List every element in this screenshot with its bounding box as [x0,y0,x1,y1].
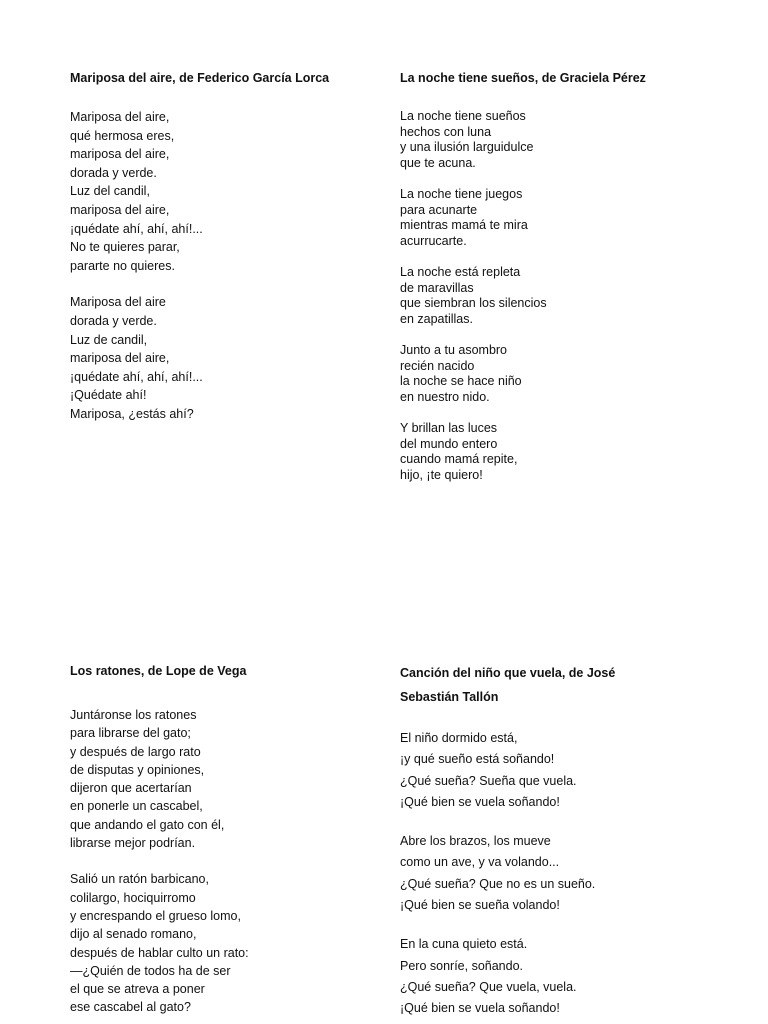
poem-title: Mariposa del aire, de Federico García Lorca [70,71,330,85]
poem-stanza [400,187,730,249]
poem-line: que te acuna. [400,155,476,170]
poem-line: ¿Qué sueña? Sueña que vuela. [400,773,577,788]
poem-line: del mundo entero [400,436,498,451]
poem-line: mariposa del aire, [70,202,170,217]
poem-line: ¡quédate ahí, ahí, ahí!... [70,369,203,384]
poem-stanza [400,421,730,483]
poem-line: el que se atreva a poner [70,982,205,997]
poem-line: Luz de candil, [70,332,148,347]
poem-line: Juntáronse los ratones [70,708,197,722]
poem-line: dijo al senado romano, [70,927,197,942]
poem-stanza [70,706,370,852]
poem-mariposa-del-aire [70,69,370,424]
poem-line: después de hablar culto un rato: [70,945,249,960]
poem-stanza [400,934,700,1019]
poem-line: Pero sonríe, soñando. [400,958,523,973]
poem-stanza [70,108,370,275]
poem-line: en nuestro nido. [400,389,490,404]
poem-line: librarse mejor podrían. [70,836,196,851]
poem-stanza [400,728,700,813]
poem-line: El niño dormido está, [400,731,518,745]
poem-stanza [400,265,730,327]
poem-line: mariposa del aire, [70,351,170,366]
poem-line: ¡Qué bien se vuela soñando! [400,794,560,809]
poem-line: Mariposa del aire [70,295,166,310]
poem-line: Salió un ratón barbicano, [70,872,209,887]
poem-line: ese cascabel al gato? [70,1000,191,1015]
poem-title-line: Sebastián Tallón [400,690,499,704]
poem-line: ¡Qué bien se sueña volando! [400,898,560,913]
poem-line: la noche se hace niño [400,374,522,388]
poem-line: Junto a tu asombro [400,343,508,357]
poem-line: dijeron que acertarían [70,781,192,796]
poem-title-line: Canción del niño que vuela, de José [400,666,616,680]
poem-line: ¡Qué bien se vuela soñando! [400,1001,560,1016]
poem-la-noche-tiene-suenos [400,69,730,483]
poem-line: como un ave, y va volando... [400,855,560,870]
poem-line: Y brillan las luces [400,421,498,435]
poem-line: mariposa del aire, [70,147,170,162]
poem-line: colilargo, hociquirromo [70,890,196,905]
poem-line: y una ilusión larguidulce [400,140,534,154]
poem-title: Los ratones, de Lope de Vega [70,664,247,678]
poem-line: en ponerle un cascabel, [70,799,203,814]
poem-line: para librarse del gato; [70,726,191,741]
poem-line: recién nacido [400,358,475,373]
poem-stanza [400,109,730,171]
poem-line: dorada y verde. [70,313,157,328]
poem-line: acurrucarte. [400,233,467,248]
poem-line: La noche tiene sueños [400,109,526,123]
poem-line: La noche está repleta [400,265,521,279]
poem-line: cuando mamá repite, [400,452,518,466]
poem-line: Luz del candil, [70,184,150,199]
poem-stanza [400,343,730,405]
poem-line: de maravillas [400,280,474,295]
poem-line: Abre los brazos, los mueve [400,834,551,849]
poem-los-ratones [70,662,370,1017]
poem-line: y después de largo rato [70,744,201,759]
poem-line: dorada y verde. [70,165,157,180]
poem-line: qué hermosa eres, [70,128,175,143]
poem-line: ¿Qué sueña? Que no es un sueño. [400,876,596,891]
poem-stanza [400,831,700,916]
poem-line: para acunarte [400,202,478,217]
poem-line: que siembran los silencios [400,296,547,310]
poem-line: y encrespando el grueso lomo, [70,908,241,923]
poem-line: ¡Quédate ahí! [70,388,147,403]
poem-line: Mariposa del aire, [70,110,170,124]
poem-title: La noche tiene sueños, de Graciela Pérez [400,71,646,85]
poem-line: ¡y qué sueño está soñando! [400,752,555,767]
poem-line: En la cuna quieto está. [400,937,528,952]
poem-line: No te quieres parar, [70,240,180,255]
poem-line: que andando el gato con él, [70,817,225,832]
poem-line: —¿Quién de todos ha de ser [70,963,231,978]
poem-line: ¿Qué sueña? Que vuela, vuela. [400,979,577,994]
poem-line: ¡quédate ahí, ahí, ahí!... [70,221,203,236]
poem-line: hechos con luna [400,124,492,139]
poem-stanza [70,293,370,423]
poem-line: pararte no quieres. [70,258,175,273]
poem-line: Mariposa, ¿estás ahí? [70,406,194,421]
poem-title [400,661,700,709]
poem-line: de disputas y opiniones, [70,762,205,777]
poem-stanza [70,870,370,1016]
poem-line: en zapatillas. [400,311,473,326]
poem-line: mientras mamá te mira [400,218,528,232]
poem-line: hijo, ¡te quiero! [400,467,483,482]
poem-cancion-del-nino-que-vuela [400,661,700,1020]
poem-line: La noche tiene juegos [400,187,523,201]
